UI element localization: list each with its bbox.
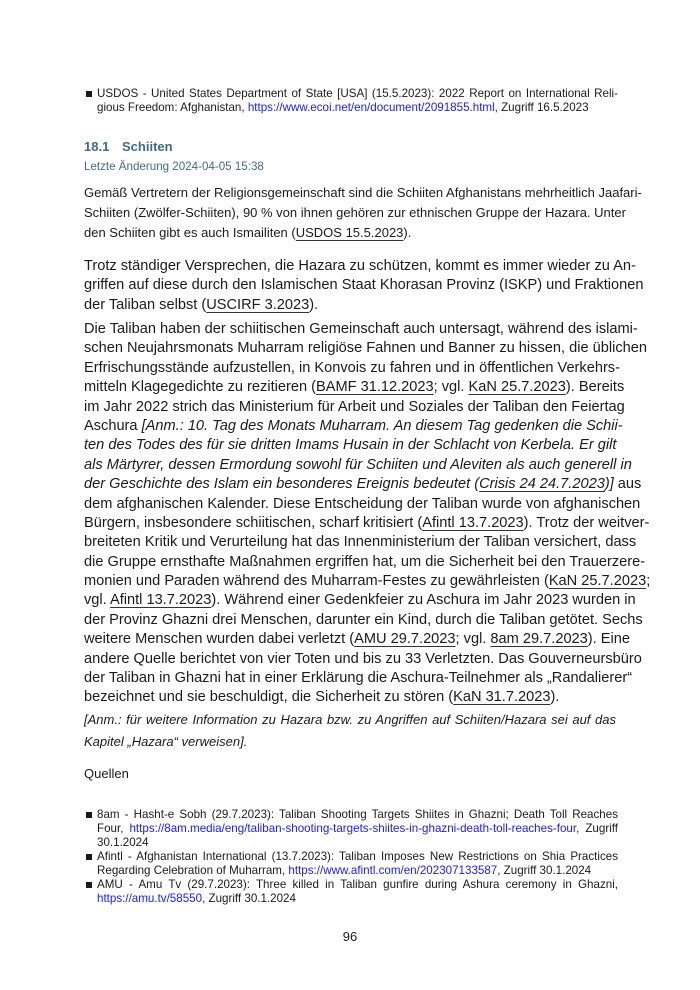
- text-segment: der Taliban selbst (: [84, 296, 207, 313]
- text-segment: Die Taliban haben der schiitischen Gemeinschaft auch untersagt, während des islami-: [84, 321, 638, 337]
- citation-link[interactable]: KaN 25.7.2023: [468, 379, 566, 396]
- source-link[interactable]: https://amu.tv/58550: [97, 892, 203, 905]
- text-segment: andere Quelle berichtet von vier Toten und bis zu 33 Verletzten. Das Gouverneursbüro: [84, 650, 642, 667]
- text-segment: Gemäß Vertretern der Religionsgemeinschaft sind die Schiiten Afghanistans mehrheitlich Jaafari-: [84, 185, 642, 200]
- text-segment: ). Trotz der weitver-: [523, 514, 650, 531]
- text-line: [84, 533, 637, 552]
- text-line: [84, 398, 625, 417]
- text-line: [84, 669, 633, 688]
- text-line: [84, 257, 636, 276]
- text-segment: vgl.: [84, 592, 110, 609]
- text-segment: ;: [646, 573, 651, 590]
- text-line: [84, 183, 642, 203]
- text-line: [84, 688, 616, 707]
- text-segment: ; vgl.: [433, 379, 469, 396]
- page-number: 96: [342, 929, 358, 944]
- source-access-date: , Zugriff 30.1.2024: [97, 822, 618, 849]
- text-segment: mitteln Klagegedichte zu rezitieren (: [84, 379, 316, 396]
- text-segment: Schiiten (Zwölfer-Schiiten), 90 % von ihnen gehören zur ethnischen Gruppe der Hazara. Unter: [84, 205, 626, 220]
- bullet-icon: [86, 91, 92, 97]
- text-segment: ).: [403, 225, 412, 240]
- text-segment: aus: [613, 476, 642, 493]
- section-number: 18.1: [84, 139, 110, 154]
- text-segment: der Provinz Ghazni drei Menschen, darunter ein Kind, durch die Taliban getötet. Sechs: [84, 611, 643, 628]
- text-segment: der Geschichte des Islam ein besonderes Ereignis bedeutet (: [84, 476, 480, 493]
- text-segment: bezeichnet und sie beschuldigt, die Sicherheit zu stören (: [84, 689, 454, 706]
- text-segment: Erfrischungsstände aufzustellen, in Konvois zu fahren und in öffentlichen Verkehrs-: [84, 359, 620, 376]
- source-item: [86, 878, 618, 906]
- text-segment: [Anm.: 10. Tag des Monats Muharram. An diesem Tag gedenken die Schii-: [141, 417, 623, 434]
- text-segment: ).: [550, 689, 560, 706]
- source-text: USDOS - United States Department of State [USA] (15.5.2023): 2022 Report on International Reli-: [97, 87, 618, 100]
- text-segment: Bürgern, insbesondere schiitischen, scharf kritisiert (: [84, 514, 423, 531]
- sources-list: [86, 808, 618, 906]
- source-link[interactable]: https://www.afintl.com/en/202307133587: [288, 864, 498, 877]
- source-access-date: , Zugriff 16.5.2023: [494, 101, 589, 114]
- text-segment: griffen auf diese durch den Islamischen Staat Khorasan Provinz (ISKP) und Fraktionen: [84, 277, 644, 294]
- text-segment: ). Eine: [587, 631, 630, 648]
- text-line: [84, 276, 644, 295]
- text-segment: Trotz ständiger Versprechen, die Hazara zu schützen, kommt es immer wieder zu An-: [84, 258, 636, 274]
- text-segment: monien und Paraden während des Muharram-Festes zu gewährleisten (: [84, 573, 549, 590]
- text-line: [84, 630, 630, 649]
- bullet-icon: [86, 812, 92, 818]
- source-link[interactable]: https://8am.media/eng/taliban-shooting-targets-shiites-in-ghazni-death-toll-reaches-four: [129, 822, 577, 835]
- text-line: [84, 320, 638, 339]
- bullet-icon: [86, 882, 92, 888]
- text-line: [84, 436, 616, 455]
- previous-sources-list: [86, 87, 618, 115]
- text-line: [84, 611, 643, 630]
- note-line: Kapitel „Hazara“ verweisen].: [84, 734, 248, 749]
- text-line: [84, 591, 636, 610]
- citation-link[interactable]: 8am 29.7.2023: [490, 631, 588, 648]
- citation-link[interactable]: Afintl 13.7.2023: [109, 592, 212, 609]
- text-line: [84, 456, 632, 475]
- text-segment: ten des Todes des für sie dritten Imams Husain in der Schlacht von Kerbela. Er gilt: [84, 437, 617, 454]
- text-line: [84, 495, 641, 514]
- text-segment: die Gruppe ernsthafte Maßnahmen ergriffen hat, um die Sicherheit bei den Trauerzere-: [84, 553, 646, 570]
- text-segment: weitere Menschen wurden dabei verletzt (: [84, 631, 355, 648]
- paragraph-1: [84, 183, 642, 243]
- paragraph-3: [84, 320, 651, 708]
- text-segment: ). Während einer Gedenkfeier zu Aschura im Jahr 2023 wurden in: [211, 592, 636, 609]
- text-line: [84, 339, 647, 358]
- text-segment: ).: [309, 296, 319, 313]
- citation-link[interactable]: Afintl 13.7.2023: [422, 514, 524, 531]
- text-line: [84, 203, 626, 223]
- source-item: [86, 808, 618, 850]
- text-line: [84, 378, 625, 397]
- text-segment: breiteten Kritik und Verurteilung hat das Innenministerium der Taliban versichert, dass: [84, 534, 637, 551]
- text-line: [84, 572, 651, 591]
- text-segment: dem afghanischen Kalender. Diese Entscheidung der Taliban wurde von afghanischen: [84, 495, 641, 512]
- text-segment: ). Bereits: [565, 379, 625, 396]
- section-title: Schiiten: [122, 139, 173, 154]
- source-item: [86, 850, 618, 878]
- text-line: [84, 359, 620, 378]
- citation-link[interactable]: BAMF 31.12.2023: [316, 379, 434, 396]
- text-segment: Aschura: [84, 417, 142, 434]
- paragraph-2: [84, 257, 644, 315]
- note-paragraph: [84, 709, 616, 753]
- text-line: [84, 475, 642, 494]
- text-line: [84, 650, 642, 669]
- citation-link[interactable]: USCIRF 3.2023: [206, 296, 310, 313]
- source-access-date: , Zugriff 30.1.2024: [497, 864, 592, 877]
- text-segment: im Jahr 2022 strich das Ministerium für Arbeit und Soziales der Taliban den Feiertag: [84, 398, 625, 415]
- citation-link[interactable]: AMU 29.7.2023: [354, 631, 456, 648]
- text-line: [84, 223, 616, 243]
- source-link[interactable]: https://www.ecoi.net/en/document/2091855.html: [247, 101, 495, 114]
- note-line: [Anm.: für weitere Information zu Hazara bzw. zu Angriffen auf Schiiten/Hazara sei auf das: [84, 712, 616, 727]
- last-change-date: Letzte Änderung 2024-04-05 15:38: [84, 160, 264, 173]
- text-segment: schen Neujahrsmonats Muharram religiöse Fahnen und Banner zu hissen, die üblichen: [84, 340, 647, 357]
- bullet-icon: [86, 854, 92, 860]
- text-segment: der Taliban in Ghazni hat in einer Erklärung die Aschura-Teilnehmer als „Randalierer“: [84, 670, 633, 687]
- source-text: AMU - Amu Tv (29.7.2023): Three killed in Taliban gunfire during Ashura ceremony in Ghazni,: [97, 878, 618, 891]
- citation-link[interactable]: USDOS 15.5.2023: [295, 225, 404, 240]
- source-item: [86, 87, 618, 115]
- citation-link[interactable]: KaN 31.7.2023: [453, 689, 551, 706]
- text-segment: den Schiiten gibt es auch Ismailiten (: [84, 225, 296, 240]
- citation-link[interactable]: Crisis 24 24.7.2023: [479, 476, 605, 493]
- text-line: [84, 553, 646, 572]
- citation-link[interactable]: KaN 25.7.2023: [548, 573, 647, 590]
- source-text: 8am - Hasht-e Sobh (29.7.2023): Taliban Shooting Targets Shiites in Ghazni; Death Toll Reaches Four,: [97, 808, 618, 835]
- text-line: [84, 296, 616, 315]
- section-heading: [84, 139, 173, 154]
- text-segment: ; vgl.: [455, 631, 491, 648]
- text-segment: als Märtyrer, dessen Ermordung sowohl für Schiiten und Aleviten als auch generell in: [84, 456, 632, 473]
- text-segment: )]: [604, 476, 614, 493]
- sources-label: Quellen: [84, 766, 129, 781]
- source-access-date: , Zugriff 30.1.2024: [202, 892, 296, 905]
- text-line: [84, 417, 623, 436]
- source-text: Afintl - Afghanistan International (13.7.2023): Taliban Imposes New Restrictions on Shia Practices Regarding Celebration of Muharram,: [97, 850, 618, 877]
- text-line: [84, 514, 650, 533]
- source-text-cont: gious Freedom: Afghanistan,: [97, 101, 248, 114]
